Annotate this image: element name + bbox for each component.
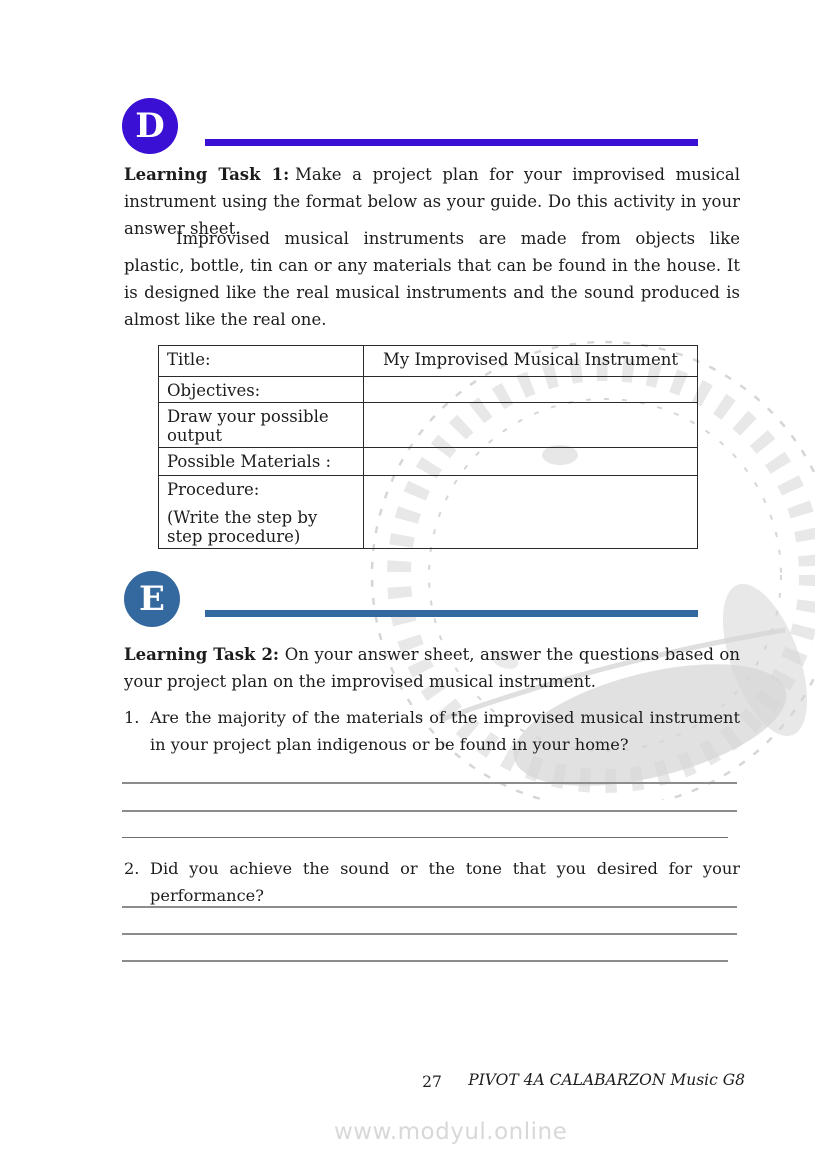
row-label-main: Procedure: bbox=[167, 480, 260, 499]
question-number: 1. bbox=[124, 708, 140, 727]
project-plan-table bbox=[158, 345, 698, 549]
table-row-procedure bbox=[159, 476, 698, 549]
row-label bbox=[159, 476, 364, 549]
section-d-letter: D bbox=[135, 106, 165, 146]
row-label: Draw your possible output bbox=[159, 403, 364, 448]
learning-task-2-label: Learning Task 2: bbox=[124, 645, 280, 664]
section-e-letter: E bbox=[139, 579, 165, 619]
row-value bbox=[364, 448, 698, 476]
intro-paragraph: Improvised musical instruments are made from objects like plastic, bottle, tin can or any materials that can be found in the house. It is designed like the real musical instruments and the sound produced is almost like the real one. bbox=[124, 229, 740, 329]
table-row-output bbox=[159, 403, 698, 448]
answer-line bbox=[122, 906, 737, 908]
answer-line bbox=[122, 810, 737, 812]
answer-line bbox=[122, 837, 728, 838]
row-value bbox=[364, 377, 698, 403]
question-text: Are the majority of the materials of the improvised musical instrument in your project plan indigenous or be found in your home? bbox=[150, 708, 740, 754]
question-text: Did you achieve the sound or the tone that you desired for your performance? bbox=[150, 859, 740, 905]
learning-task-1-text: Make a project plan for your improvised musical instrument using the format below as your guide. Do this activity in your answer sheet. bbox=[124, 165, 740, 238]
section-d-badge bbox=[122, 98, 178, 154]
page-number: 27 bbox=[422, 1073, 442, 1091]
answer-line bbox=[122, 782, 737, 784]
question-number: 2. bbox=[124, 859, 140, 878]
question-item-2 bbox=[124, 855, 740, 909]
row-label: Possible Materials : bbox=[159, 448, 364, 476]
footer-citation: PIVOT 4A CALABARZON Music G8 bbox=[468, 1071, 745, 1089]
row-label-note: (Write the step by step procedure) bbox=[167, 508, 318, 546]
answer-line bbox=[122, 933, 737, 935]
row-value bbox=[364, 476, 698, 549]
learning-task-1-label: Learning Task 1: bbox=[124, 165, 290, 184]
table-row-title bbox=[159, 346, 698, 377]
learning-task-2-paragraph bbox=[124, 641, 740, 695]
row-value: My Improvised Musical Instrument bbox=[364, 346, 698, 377]
row-value bbox=[364, 403, 698, 448]
site-watermark: www.modyul.online bbox=[334, 1119, 568, 1145]
row-label: Objectives: bbox=[159, 377, 364, 403]
learning-task-2-text: On your answer sheet, answer the questions based on your project plan on the improvised musical instrument. bbox=[124, 645, 740, 691]
answer-line bbox=[122, 960, 728, 962]
section-d-rule bbox=[205, 139, 698, 146]
row-label: Title: bbox=[159, 346, 364, 377]
question-item-1 bbox=[124, 704, 740, 758]
section-e-rule bbox=[205, 610, 698, 617]
table-row-materials bbox=[159, 448, 698, 476]
table-row-objectives bbox=[159, 377, 698, 403]
section-e-badge bbox=[124, 571, 180, 627]
